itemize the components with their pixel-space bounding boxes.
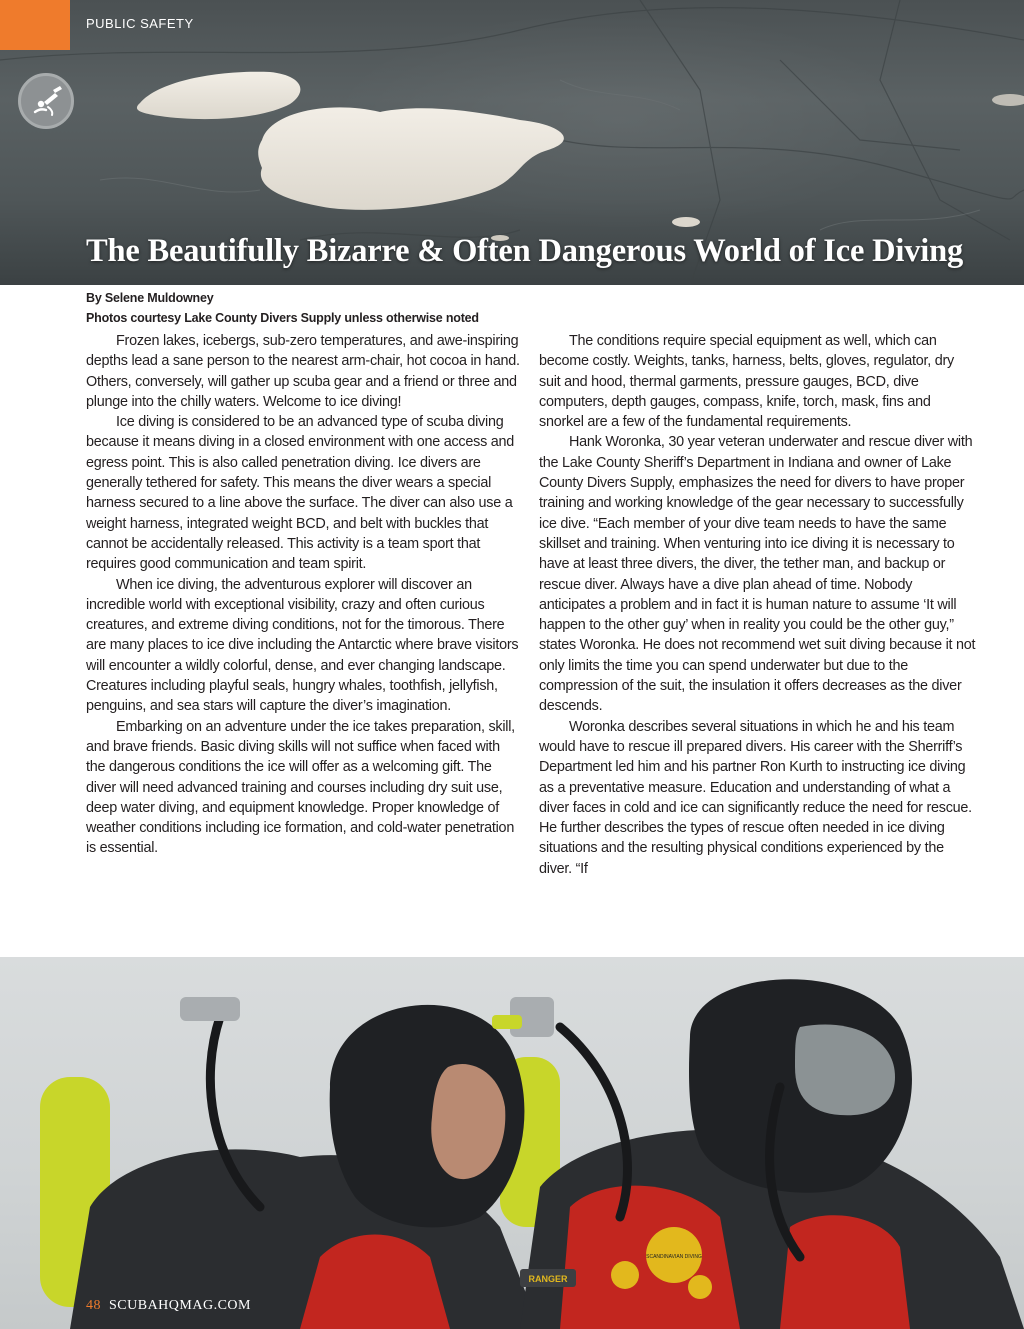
header-photo-ice-aerial: [0, 0, 1024, 285]
paragraph: Frozen lakes, icebergs, sub-zero temperatures, and awe-inspiring depths lead a sane person to the nearest arm-chair, hot cocoa in hand. Others, conversely, will gather up scuba gear and a friend or three and plunge into the chilly waters. Welcome to ice diving!: [86, 333, 520, 410]
paragraph: The conditions require special equipment as well, which can become costly. Weights, tanks, harness, belts, gloves, regulator, dry suit and hood, thermal garments, pressure gauges, BCD, dive computers, depth gauges, compass, knife, torch, mask, fins and snorkel are a few of the fundamental requirements.: [539, 333, 954, 431]
ice-divers-illustration: [0, 957, 1024, 1329]
ice-divers-photo: [0, 957, 1024, 1329]
paragraph: Embarking on an adventure under the ice takes preparation, skill, and brave friends. Basic diving skills will not suffice when faced with the dangerous conditions the ice will offer as a welcoming gift. The diver will need advanced training and courses including dry suit use, deep water diving, and equipment knowledge. Proper knowledge of weather conditions including ice formation, and cold-water penetration is essential.: [86, 718, 515, 857]
page-footer: [86, 1298, 251, 1314]
author-byline: By Selene Muldowney: [86, 291, 214, 305]
photo-credit: Photos courtesy Lake County Divers Supply unless otherwise noted: [86, 311, 479, 325]
article-headline: The Beautifully Bizarre & Often Dangerous World of Ice Diving: [86, 233, 964, 269]
paragraph: Ice diving is considered to be an advanced type of scuba diving because it means diving in a closed environment with one access and egress point. This is also called penetration diving. Ice divers are generally tethered for safety. This means the diver wears a special harness secured to a line above the surface. The diver can also use a weight harness, integrated weight BCD, and belt with buckles that cannot be accidentally released. This activity is a team sport that requires good communication and team spirit.: [86, 414, 515, 573]
paragraph: Woronka describes several situations in which he and his team would have to rescue ill prepared divers. His career with the Sherriff’s Department led him and his partner Ron Kurth to instructing ice diving as a preventative measure. Education and understanding of what a diver faces in cold and ice can significantly reduce the need for rescue. He further describes the types of rescue often needed in ice diving situations and the resulting physical conditions experienced by the diver. “If: [539, 718, 972, 877]
gear-label-scandinavian: SCANDINAVIAN DIVING: [646, 1254, 702, 1260]
gear-label-ranger: RANGER: [528, 1274, 568, 1284]
site-url: SCUBAHQMAG.COM: [109, 1298, 251, 1313]
paragraph: When ice diving, the adventurous explorer will discover an incredible world with exceptional visibility, crazy and often curious creatures, and extreme diving conditions, not for the timorous. There are many places to ice dive including the Antarctic where brave visitors will encounter a wildly colorful, dense, and ever changing landscape. Creatures including playful seals, hungry whales, toothfish, jellyfish, penguins, and sea stars will capture the diver’s imagination.: [86, 576, 519, 715]
article-column-right: [539, 331, 977, 879]
scuba-diver-icon: [18, 73, 74, 129]
article-column-left: [86, 331, 522, 859]
paragraph: Hank Woronka, 30 year veteran underwater and rescue diver with the Lake County Sheriff’s Department in Indiana and owner of Lake County Divers Supply, emphasizes the need for divers to have proper training and working knowledge of the gear necessary to successfully ice dive. “Each member of your dive team needs to have the same skillset and training. When venturing into ice diving it is necessary to have at least three divers, the diver, the tether man, and backup or rescue diver. Always have a dive plan ahead of time. Nobody anticipates a problem and in fact it is human nature to assume ‘It will happen to the other guy’ when in reality you could be the other guy,” states Woronka. He does not recommend wet suit diving because it not only limits the time you can spend underwater but due to the compression of the suit, the insulation it offers decreases as the diver descends.: [539, 434, 976, 715]
section-tab-accent: [0, 0, 70, 50]
page-number: 48: [86, 1298, 101, 1313]
section-label: PUBLIC SAFETY: [86, 16, 194, 31]
